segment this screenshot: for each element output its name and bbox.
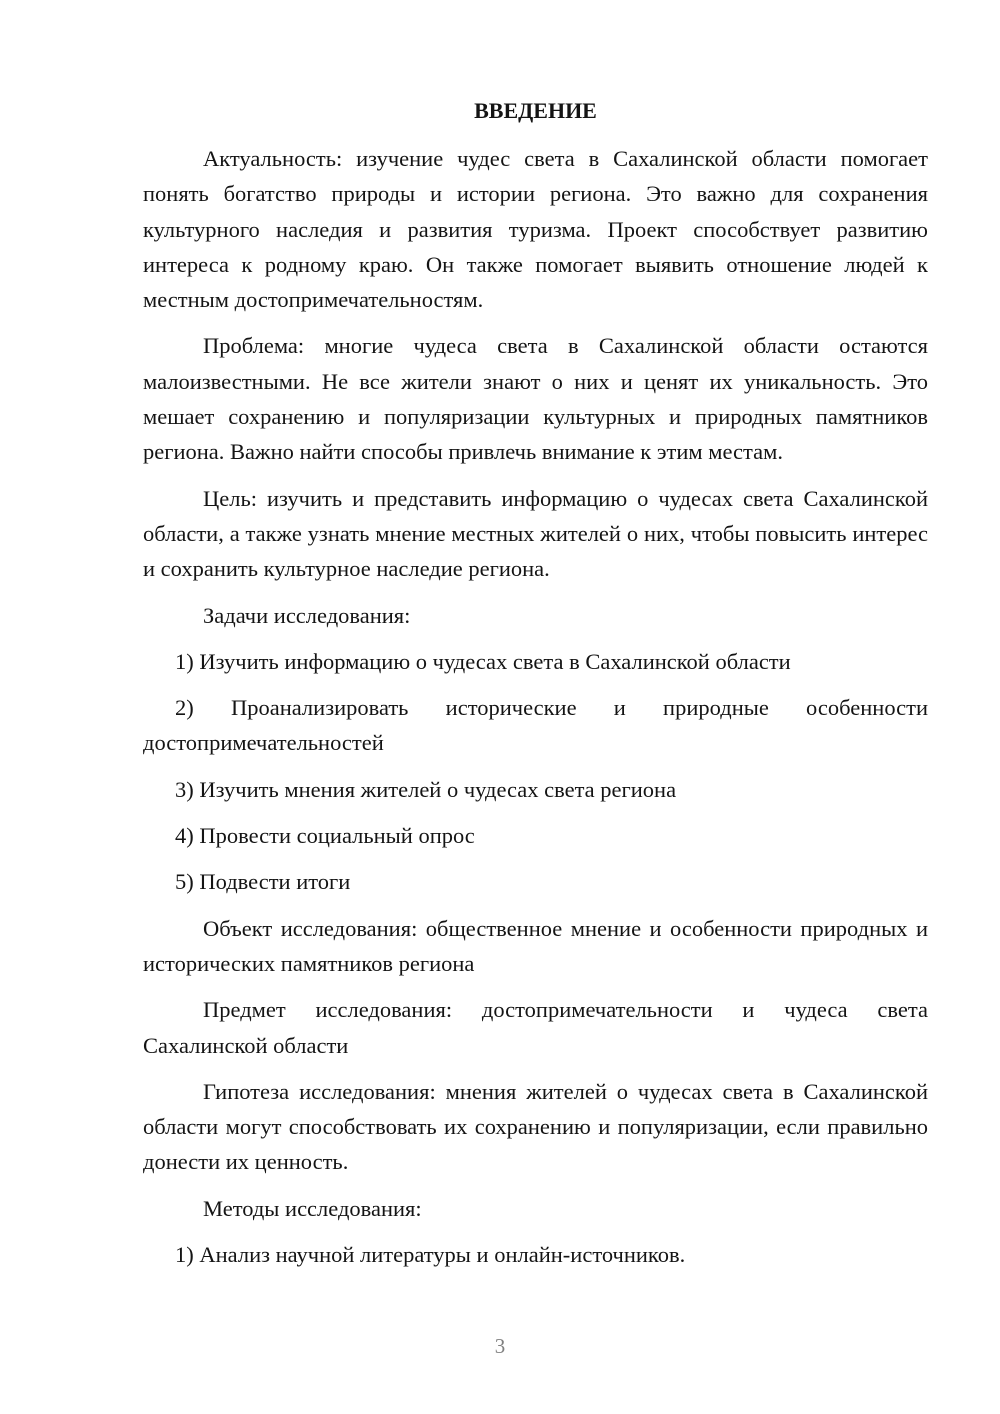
goal-paragraph: Цель: изучить и представить информацию о чудесах света Сахалинской области, а также узнать мнение местных жителей о них, чтобы повысить интерес и сохранить культурное наследие региона.: [143, 485, 928, 582]
methods-heading: Методы исследования:: [203, 1195, 422, 1221]
page-number: 3: [494, 1334, 506, 1358]
task-item-2: 2) Проанализировать исторические и природные особенности достопримечательностей: [143, 695, 928, 756]
object-paragraph: Объект исследования: общественное мнение и особенности природных и исторических памятников региона: [143, 915, 928, 976]
task-item-4: 4) Провести социальный опрос: [175, 823, 475, 849]
subject-paragraph: Предмет исследования: достопримечательности и чудеса света Сахалинской области: [143, 997, 928, 1058]
hypothesis-paragraph: Гипотеза исследования: мнения жителей о чудесах света в Сахалинской области могут способствовать их сохранению и популяризации, если правильно донести их ценность.: [143, 1078, 928, 1175]
document-page: [143, 96, 928, 1283]
task-item-3: 3) Изучить мнения жителей о чудесах света региона: [175, 776, 677, 802]
problem-paragraph: Проблема: многие чудеса света в Сахалинской области остаются малоизвестными. Не все жители знают о них и ценят их уникальность. Это мешает сохранению и популяризации культурных и природных памятников региона. Важно найти способы привлечь внимание к этим местам.: [143, 333, 928, 465]
tasks-heading: Задачи исследования:: [203, 602, 411, 628]
section-title: ВВЕДЕНИЕ: [474, 98, 597, 123]
task-item-1: 1) Изучить информацию о чудесах света в Сахалинской области: [175, 648, 791, 674]
method-item-1: 1) Анализ научной литературы и онлайн-источников.: [175, 1242, 686, 1268]
task-item-5: 5) Подвести итоги: [175, 869, 351, 895]
relevance-paragraph: Актуальность: изучение чудес света в Сахалинской области помогает понять богатство природы и истории региона. Это важно для сохранения культурного наследия и развития туризма. Проект способствует развитию интереса к родному краю. Он также помогает выявить отношение людей к местным достопримечательностям.: [143, 146, 928, 313]
